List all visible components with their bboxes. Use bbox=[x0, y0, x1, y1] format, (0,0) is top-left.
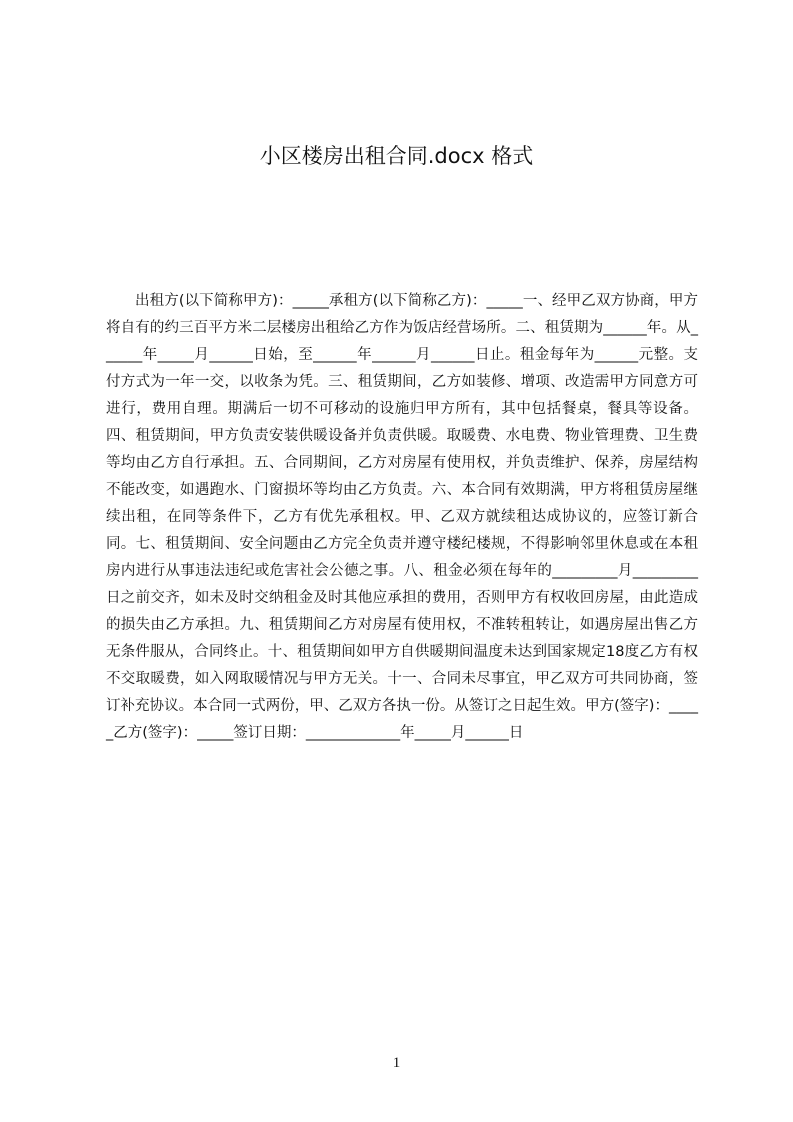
page-title: 小区楼房出租合同.docx 格式 bbox=[259, 144, 534, 168]
page-number: 1 bbox=[392, 1055, 401, 1071]
contract-body: 出租方(以下简称甲方)：_____承租方(以下简称乙方)：_____一、经甲乙双方协商，甲方将自有的约三百平方米二层楼房出租给乙方作为饭店经营场所。二、租赁期为______年。从______年_____月______日始，至______年______月______日止。租金每年为______元整。支付方式为一年一交，以收条为凭。三、租赁期间，乙方如装修、增项、改造需甲方同意方可进行，费用自理。期满后一切不可移动的设施归甲方所有，其中包括餐桌，餐具等设备。四、租赁期间，甲方负责安装供暖设备并负责供暖。取暖费、水电费、物业管理费、卫生费等均由乙方自行承担。五、合同期间，乙方对房屋有使用权，并负责维护、保养，房屋结构不能改变，如遇跑水、门窗损坏等均由乙方负责。六、本合同有效期满，甲方将租赁房屋继续出租，在同等条件下，乙方有优先承租权。甲、乙双方就续租达成协议的，应签订新合同。七、租赁期间、安全问题由乙方完全负责并遵守楼纪楼规，不得影响邻里休息或在本租房内进行从事违法违纪或危害社会公德之事。八、租金必须在每年的_________月_________日之前交齐，如未及时交纳租金及时其他应承担的费用，否则甲方有权收回房屋，由此造成的损失由乙方承担。九、租赁期间乙方对房屋有使用权，不准转租转让，如遇房屋出售乙方无条件服从，合同终止。十、租赁期间如甲方自供暖期间温度未达到国家规定18度乙方有权不交取暖费，如入网取暖情况与甲方无关。十一、合同未尽事宜，甲乙双方可共同协商，签订补充协议。本合同一式两份，甲、乙双方各执一份。从签订之日起生效。甲方(签字)：_____乙方(签字)：_____签订日期：_____________年_____月______日 bbox=[106, 293, 698, 741]
